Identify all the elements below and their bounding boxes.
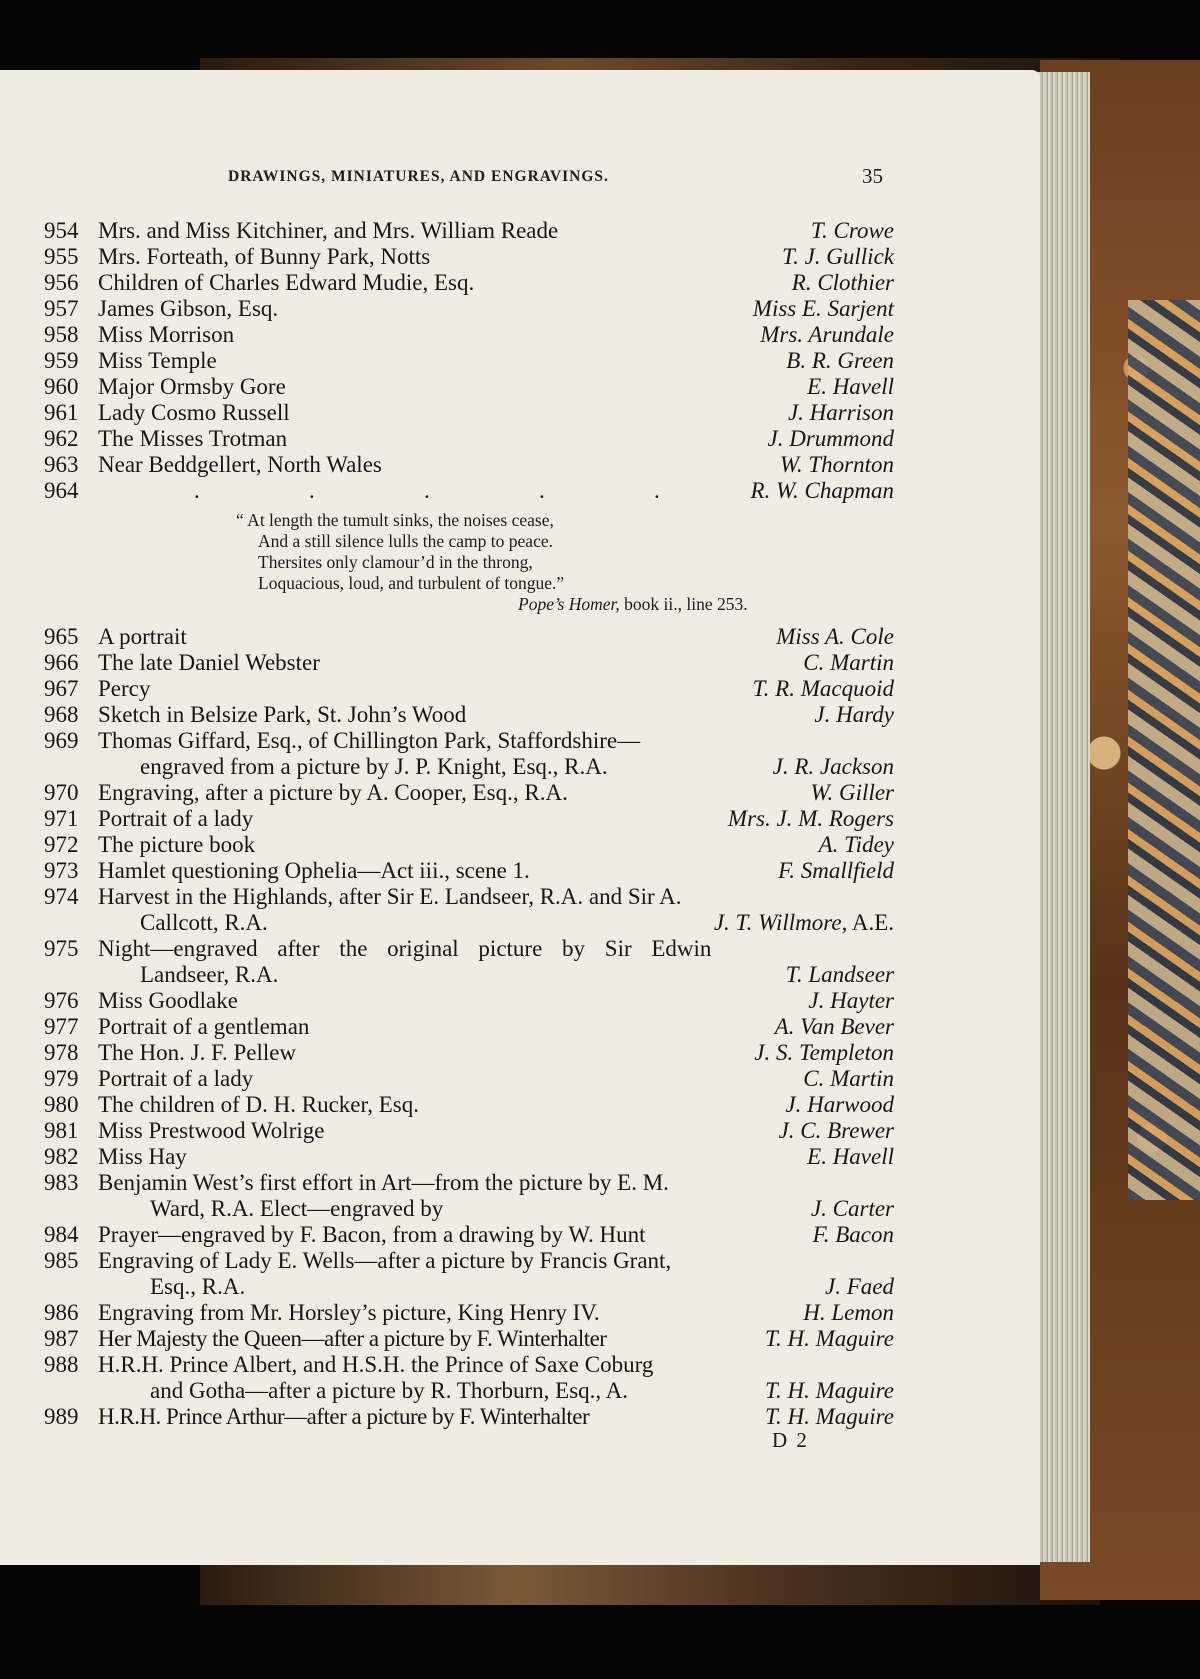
entry-title-continued: engraved from a picture by J. P. Knight, Esq., R.A. <box>140 754 608 779</box>
entry-title: Engraving, after a picture by A. Cooper, Esq., R.A. <box>98 780 568 805</box>
entry-row <box>44 452 894 478</box>
entry-artist: T. H. Maguire <box>764 1326 894 1351</box>
entry-title-continued: Callcott, R.A. <box>140 910 268 935</box>
entry-number: 957 <box>44 296 79 321</box>
entry-row <box>44 702 894 728</box>
entry-number: 973 <box>44 858 79 883</box>
entry-artist: T. Crowe <box>810 218 894 243</box>
entry-title: James Gibson, Esq. <box>98 296 279 321</box>
entry-number: 988 <box>44 1352 79 1377</box>
entry-row <box>44 1014 894 1040</box>
entry-title: Night—engraved after the original picture by Sir Edwin <box>98 936 712 961</box>
entry-number: 954 <box>44 218 79 243</box>
entry-number: 975 <box>44 936 79 961</box>
entry-artist: T. H. Maguire <box>764 1378 894 1403</box>
entry-row <box>44 348 894 374</box>
quote-line: And a still silence lulls the camp to peace. <box>258 531 553 551</box>
entry-artist-suffix: A.E. <box>847 910 894 935</box>
entry-row-continued <box>44 910 894 936</box>
entry-number: 962 <box>44 426 79 451</box>
entry-title-continued: and Gotha—after a picture by R. Thorburn, Esq., A. <box>150 1378 628 1403</box>
entry-row <box>44 858 894 884</box>
entry-title: Near Beddgellert, North Wales <box>98 452 382 477</box>
entry-row <box>44 1118 894 1144</box>
entry-title: Miss Prestwood Wolrige <box>98 1118 325 1143</box>
entry-number: 965 <box>44 624 79 649</box>
entry-number: 955 <box>44 244 79 269</box>
entry-number: 985 <box>44 1248 79 1273</box>
entry-row <box>44 478 894 504</box>
entry-row-continued <box>44 754 894 780</box>
entry-artist: E. Havell <box>807 1144 894 1169</box>
entry-row <box>44 780 894 806</box>
entry-title: H.R.H. Prince Albert, and H.S.H. the Prince of Saxe Coburg <box>98 1352 654 1377</box>
entry-artist: J. Harwood <box>785 1092 894 1117</box>
entry-artist: R. Clothier <box>791 270 894 295</box>
entry-title: Engraving from Mr. Horsley’s picture, King Henry IV. <box>98 1300 600 1325</box>
leader-dots: . . . . . <box>194 478 660 503</box>
entry-title: Harvest in the Highlands, after Sir E. Landseer, R.A. and Sir A. <box>98 884 682 909</box>
entry-artist: T. Landseer <box>785 962 894 987</box>
entry-title: Miss Morrison <box>98 322 235 347</box>
entry-number: 956 <box>44 270 79 295</box>
entry-row <box>44 1222 894 1248</box>
entry-number: 979 <box>44 1066 79 1091</box>
entry-artist: B. R. Green <box>786 348 894 373</box>
entry-row-continued <box>44 962 894 988</box>
quote-source-ref: book ii., line 253. <box>619 594 748 614</box>
entry-artist: A. Van Bever <box>774 1014 894 1039</box>
entry-artist: J. Drummond <box>767 426 894 451</box>
entry-row <box>44 244 894 270</box>
quote-line: “ At length the tumult sinks, the noises cease, <box>236 510 554 530</box>
entry-title: The picture book <box>98 832 256 857</box>
entry-artist: H. Lemon <box>803 1300 894 1325</box>
entry-title: The Hon. J. F. Pellew <box>98 1040 297 1065</box>
entry-artist: A. Tidey <box>818 832 894 857</box>
entry-artist: J. Hayter <box>808 988 894 1013</box>
entry-artist: J. Hardy <box>814 702 894 727</box>
entry-artist: T. R. Macquoid <box>752 676 894 701</box>
entry-title: Her Majesty the Queen—after a picture by F. Winterhalter <box>98 1326 607 1351</box>
entry-title: Portrait of a gentleman <box>98 1014 310 1039</box>
entry-artist: J. R. Jackson <box>772 754 894 779</box>
entry-number: 987 <box>44 1326 79 1351</box>
entry-row <box>44 676 894 702</box>
entry-number: 958 <box>44 322 79 347</box>
entry-row <box>44 988 894 1014</box>
entry-title: Children of Charles Edward Mudie, Esq. <box>98 270 475 295</box>
entry-artist: T. H. Maguire <box>764 1404 894 1429</box>
entry-number: 963 <box>44 452 79 477</box>
entry-artist: F. Smallfield <box>778 858 894 883</box>
entry-number: 967 <box>44 676 79 701</box>
entry-title: A portrait <box>98 624 187 649</box>
entry-row <box>44 1404 894 1430</box>
entry-number: 971 <box>44 806 79 831</box>
entry-artist: F. Bacon <box>812 1222 894 1247</box>
entry-artist: J. Harrison <box>787 400 894 425</box>
entry-number: 974 <box>44 884 79 909</box>
entry-artist: C. Martin <box>803 1066 894 1091</box>
entry-number: 964 <box>44 478 79 503</box>
entry-number: 961 <box>44 400 79 425</box>
entry-number: 968 <box>44 702 79 727</box>
book-bottom-edge <box>200 1565 1100 1605</box>
entry-title: Miss Temple <box>98 348 217 373</box>
entry-title: Portrait of a lady <box>98 1066 254 1091</box>
entry-artist: Mrs. J. M. Rogers <box>727 806 894 831</box>
entry-artist: W. Giller <box>810 780 894 805</box>
entry-row <box>44 374 894 400</box>
marbled-endpaper <box>1128 300 1200 1200</box>
entry-row <box>44 322 894 348</box>
entry-row <box>44 1170 894 1196</box>
entry-row <box>44 270 894 296</box>
entry-row <box>44 936 894 962</box>
entry-number: 969 <box>44 728 79 753</box>
entry-artist <box>714 910 894 936</box>
entry-title: Mrs. and Miss Kitchiner, and Mrs. William Reade <box>98 218 559 243</box>
entry-artist-name: J. T. Willmore, <box>713 910 848 935</box>
entry-row <box>44 296 894 322</box>
entry-row <box>44 884 894 910</box>
entry-row <box>44 1040 894 1066</box>
entry-row <box>44 832 894 858</box>
entry-number: 982 <box>44 1144 79 1169</box>
entry-title: Miss Hay <box>98 1144 187 1169</box>
entry-title: Engraving of Lady E. Wells—after a picture by Francis Grant, <box>98 1248 672 1273</box>
entry-title: Prayer—engraved by F. Bacon, from a drawing by W. Hunt <box>98 1222 646 1247</box>
entry-number: 977 <box>44 1014 79 1039</box>
entry-artist: C. Martin <box>803 650 894 675</box>
entry-row <box>44 806 894 832</box>
entry-artist: T. J. Gullick <box>782 244 894 269</box>
entry-title: Portrait of a lady <box>98 806 254 831</box>
entry-row <box>44 1066 894 1092</box>
entry-row-continued <box>44 1378 894 1404</box>
entry-row <box>44 1144 894 1170</box>
entry-number: 983 <box>44 1170 79 1195</box>
entry-artist: Miss A. Cole <box>776 624 894 649</box>
entry-row <box>44 426 894 452</box>
entry-title: H.R.H. Prince Arthur—after a picture by F. Winterhalter <box>98 1404 590 1429</box>
entry-row <box>44 624 894 650</box>
entry-artist: R. W. Chapman <box>750 478 894 503</box>
entry-number: 972 <box>44 832 79 857</box>
entry-row-continued <box>44 1274 894 1300</box>
entry-row <box>44 1248 894 1274</box>
entry-row-continued <box>44 1196 894 1222</box>
entry-title-continued: Esq., R.A. <box>150 1274 246 1299</box>
entry-artist: Mrs. Arundale <box>760 322 894 347</box>
entry-number: 981 <box>44 1118 79 1143</box>
entry-row <box>44 1300 894 1326</box>
quote-line: Loquacious, loud, and turbulent of tongue.” <box>258 573 565 593</box>
entry-title: Major Ormsby Gore <box>98 374 286 399</box>
entry-artist: J. S. Templeton <box>754 1040 894 1065</box>
entry-artist: J. C. Brewer <box>778 1118 894 1143</box>
entry-title: Hamlet questioning Ophelia—Act iii., scene 1. <box>98 858 530 883</box>
entry-number: 976 <box>44 988 79 1013</box>
entry-row <box>44 218 894 244</box>
entry-artist: Miss E. Sarjent <box>752 296 894 321</box>
entry-title: Sketch in Belsize Park, St. John’s Wood <box>98 702 467 727</box>
entry-title: Mrs. Forteath, of Bunny Park, Notts <box>98 244 431 269</box>
entry-artist: J. Faed <box>825 1274 894 1299</box>
entry-number: 960 <box>44 374 79 399</box>
entry-number: 959 <box>44 348 79 373</box>
entry-title: The children of D. H. Rucker, Esq. <box>98 1092 419 1117</box>
page-number: 35 <box>862 164 883 188</box>
entry-number: 986 <box>44 1300 79 1325</box>
entry-title: Thomas Giffard, Esq., of Chillington Park, Staffordshire— <box>98 728 641 753</box>
entry-row <box>44 400 894 426</box>
entry-number: 970 <box>44 780 79 805</box>
entry-artist: W. Thornton <box>779 452 894 477</box>
entry-row <box>44 650 894 676</box>
entry-title: Lady Cosmo Russell <box>98 400 290 425</box>
entry-title: Miss Goodlake <box>98 988 238 1013</box>
catalogue-entries <box>0 70 1040 1565</box>
entry-title: Benjamin West’s first effort in Art—from the picture by E. M. <box>98 1170 669 1195</box>
entry-number: 989 <box>44 1404 79 1429</box>
entry-number: 984 <box>44 1222 79 1247</box>
entry-number: 966 <box>44 650 79 675</box>
entry-title: The late Daniel Webster <box>98 650 320 675</box>
entry-title-continued: Landseer, R.A. <box>140 962 279 987</box>
entry-artist: E. Havell <box>807 374 894 399</box>
running-head: DRAWINGS, MINIATURES, AND ENGRAVINGS. <box>228 168 609 185</box>
entry-title: The Misses Trotman <box>98 426 288 451</box>
quote-line: Thersites only clamour’d in the throng, <box>258 552 533 572</box>
entry-title: Percy <box>98 676 151 701</box>
book-page <box>0 70 1040 1565</box>
entry-artist: J. Carter <box>810 1196 894 1221</box>
entry-number: 978 <box>44 1040 79 1065</box>
entry-row <box>44 1092 894 1118</box>
quote-source <box>518 594 748 615</box>
entry-row <box>44 1352 894 1378</box>
entry-number: 980 <box>44 1092 79 1117</box>
entry-row <box>44 728 894 754</box>
entry-title-continued: Ward, R.A. Elect—engraved by <box>150 1196 444 1221</box>
signature-mark: D 2 <box>772 1428 809 1452</box>
quote-source-title: Pope’s Homer, <box>518 594 620 614</box>
entry-row <box>44 1326 894 1352</box>
